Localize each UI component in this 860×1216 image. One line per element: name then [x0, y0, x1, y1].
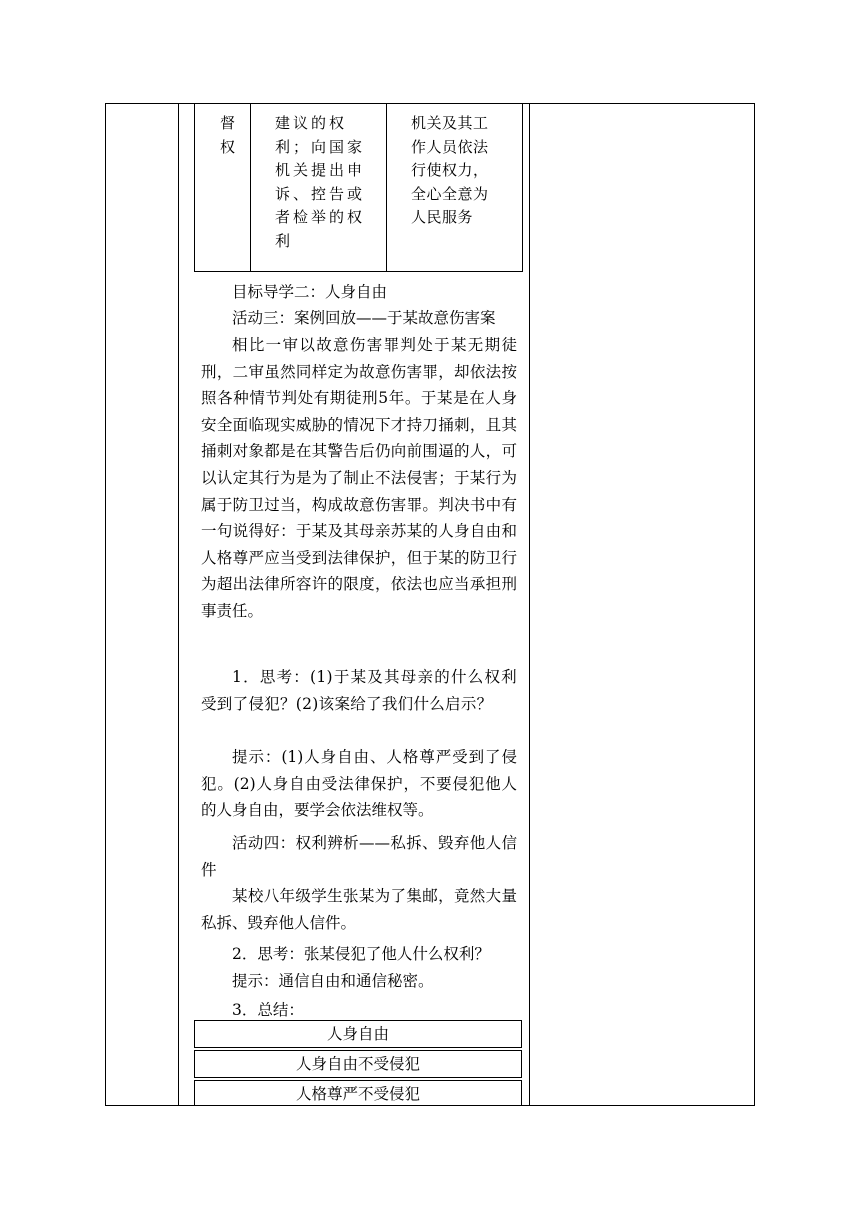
case-description: 相比一审以故意伤害罪判处于某无期徒刑，二审虽然同样定为故意伤害罪，却依法按照各种情节判处有期徒刑5年。于某是在人身安全面临现实威胁的情况下才持刀捅刺，且其捅刺对象都是在其警告后仍向前围逼的人，可以认定其行为是为了制止不法侵害；于某行为属于防卫过当，构成故意伤害罪。判决书中有一句说得好：于某及其母亲苏某的人身自由和人格尊严应当受到法律保护，但于某的防卫行为超出法律所容许的限度，依法也应当承担刑事责任。 — [201, 336, 517, 620]
hint-1: 提示：(1)人身自由、人格尊严受到了侵犯。(2)人身自由受法律保护，不要侵犯他人的人身自由，要学会依法维权等。 — [201, 748, 517, 820]
activity-4-title: 活动四：权利辨析——私拆、毁弃他人信件 — [201, 834, 517, 879]
inner-col-divider-2 — [386, 103, 387, 272]
col-divider-1 — [178, 103, 179, 1106]
inner-table-right-border — [522, 103, 523, 272]
inner-cell-right-content: 建议的权利；向国家机关提出申诉、控告或者检举的权利 — [275, 114, 366, 250]
case-2-description: 某校八年级学生张某为了集邮，竟然大量私拆、毁弃他人信件。 — [201, 887, 517, 932]
table-left-border — [105, 103, 106, 1106]
inner-cell-right-purpose: 机关及其工作人员依法行使权力，全心全意为人民服务 — [411, 114, 489, 226]
inner-table-bottom-border — [194, 271, 523, 272]
summary-label: 3．总结： — [232, 1001, 304, 1019]
summary-box-freedom-inviolable: 人身自由不受侵犯 — [194, 1050, 522, 1078]
inner-cell-right-type: 督权 — [220, 114, 237, 156]
section-heading: 目标导学二：人身自由 — [232, 283, 388, 301]
activity-3-title: 活动三：案例回放——于某故意伤害案 — [232, 309, 496, 327]
col-divider-2 — [529, 103, 530, 1106]
summary-box-personal-freedom: 人身自由 — [194, 1020, 522, 1048]
inner-table-left-border — [194, 103, 195, 272]
question-1: 1．思考：(1)于某及其母亲的什么权利受到了侵犯？(2)该案给了我们什么启示？ — [201, 668, 517, 713]
summary-box-dignity-inviolable: 人格尊严不受侵犯 — [194, 1080, 522, 1106]
inner-col-divider-1 — [250, 103, 251, 272]
table-top-border — [105, 103, 755, 104]
table-right-border — [754, 103, 755, 1106]
question-2: 2．思考：张某侵犯了他人什么权利？ — [232, 945, 490, 963]
hint-2: 提示：通信自由和通信秘密。 — [232, 972, 434, 990]
